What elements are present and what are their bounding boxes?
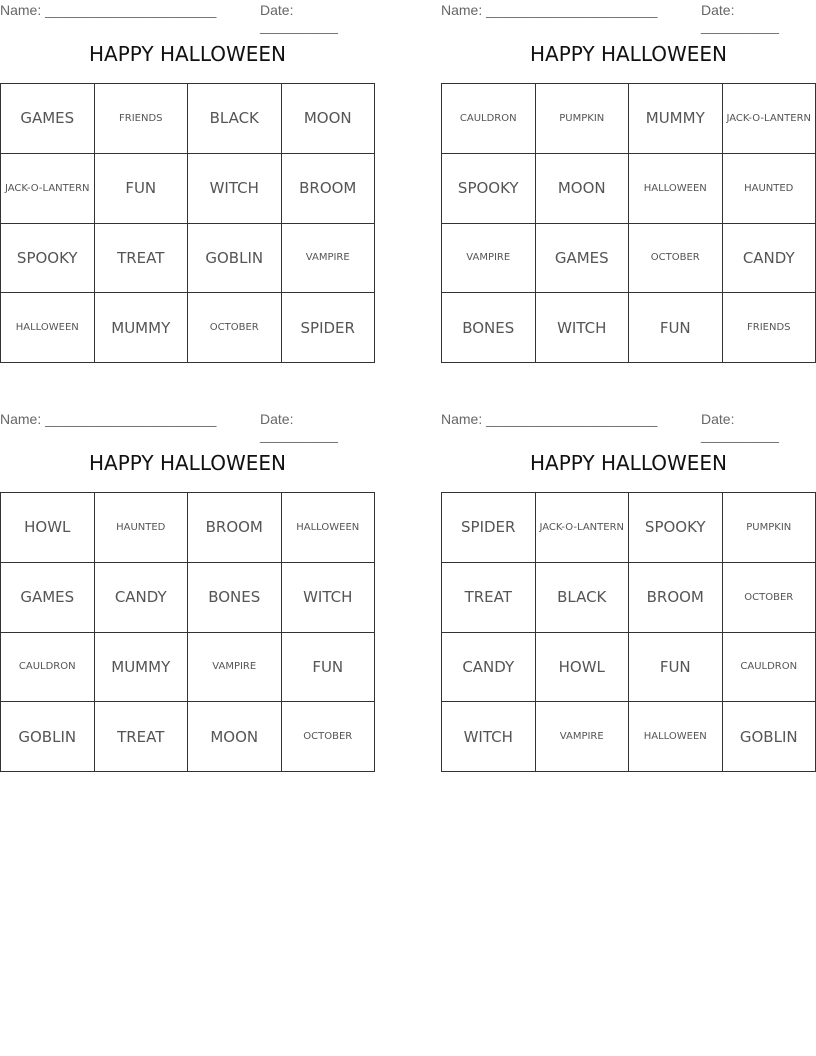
bingo-grid [0, 492, 375, 772]
bingo-cell: OCTOBER [188, 293, 282, 363]
bingo-cell: SPOOKY [442, 154, 536, 224]
bingo-cell: BROOM [629, 563, 723, 633]
bingo-cell: PUMPKIN [536, 84, 630, 154]
bingo-cell: BLACK [536, 563, 630, 633]
bingo-cell: GOBLIN [1, 702, 95, 772]
bingo-cell: HAUNTED [723, 154, 816, 224]
bingo-cell: FUN [95, 154, 189, 224]
bingo-cell: OCTOBER [723, 563, 816, 633]
bingo-cell: GOBLIN [188, 224, 282, 294]
bingo-cell: BONES [442, 293, 536, 363]
bingo-cell: JACK-O-LANTERN [723, 84, 816, 154]
bingo-cell: GOBLIN [723, 702, 816, 772]
bingo-cell: HOWL [1, 493, 95, 563]
bingo-grid [441, 492, 816, 772]
bingo-card [441, 409, 816, 789]
bingo-cell: SPOOKY [629, 493, 723, 563]
bingo-cell: MOON [188, 702, 282, 772]
bingo-cell: TREAT [442, 563, 536, 633]
bingo-cell: MUMMY [629, 84, 723, 154]
bingo-cell: BROOM [282, 154, 376, 224]
bingo-cell: SPIDER [282, 293, 376, 363]
bingo-cell: SPOOKY [1, 224, 95, 294]
bingo-cell: OCTOBER [629, 224, 723, 294]
name-field-label: Name: ______________________ [441, 2, 658, 18]
bingo-cell: BLACK [188, 84, 282, 154]
bingo-cell: CANDY [442, 633, 536, 703]
card-header [0, 409, 375, 443]
name-field-label: Name: ______________________ [0, 2, 217, 18]
bingo-cell: BONES [188, 563, 282, 633]
bingo-cell: HALLOWEEN [629, 702, 723, 772]
bingo-cell: MOON [282, 84, 376, 154]
bingo-cell: WITCH [188, 154, 282, 224]
bingo-grid [441, 83, 816, 363]
bingo-cell: MUMMY [95, 293, 189, 363]
bingo-cell: FUN [629, 293, 723, 363]
bingo-cell: FUN [629, 633, 723, 703]
bingo-cell: TREAT [95, 702, 189, 772]
bingo-cell: VAMPIRE [442, 224, 536, 294]
bingo-cell: PUMPKIN [723, 493, 816, 563]
bingo-cell: GAMES [1, 84, 95, 154]
card-title: HAPPY HALLOWEEN [88, 42, 287, 66]
bingo-cell: JACK-O-LANTERN [536, 493, 630, 563]
bingo-cell: HALLOWEEN [282, 493, 376, 563]
bingo-cell: CAULDRON [442, 84, 536, 154]
bingo-cell: FUN [282, 633, 376, 703]
bingo-cell: HAUNTED [95, 493, 189, 563]
name-field-label: Name: ______________________ [0, 411, 217, 427]
bingo-cell: JACK-O-LANTERN [1, 154, 95, 224]
name-field-label: Name: ______________________ [441, 411, 658, 427]
bingo-card [441, 0, 816, 380]
bingo-grid [0, 83, 375, 363]
card-header [0, 0, 375, 34]
bingo-cell: OCTOBER [282, 702, 376, 772]
bingo-cell: WITCH [536, 293, 630, 363]
bingo-card [0, 409, 375, 789]
card-header [441, 0, 816, 34]
bingo-cell: HALLOWEEN [629, 154, 723, 224]
bingo-cell: CAULDRON [723, 633, 816, 703]
bingo-cell: CANDY [95, 563, 189, 633]
bingo-cell: MOON [536, 154, 630, 224]
date-field-label: Date: __________ [260, 2, 338, 34]
bingo-cell: SPIDER [442, 493, 536, 563]
card-header [441, 409, 816, 443]
bingo-cell: FRIENDS [723, 293, 816, 363]
bingo-cell: CAULDRON [1, 633, 95, 703]
bingo-cell: WITCH [442, 702, 536, 772]
card-title: HAPPY HALLOWEEN [529, 451, 728, 475]
bingo-cell: WITCH [282, 563, 376, 633]
bingo-cell: GAMES [1, 563, 95, 633]
card-title: HAPPY HALLOWEEN [529, 42, 728, 66]
bingo-cell: HALLOWEEN [1, 293, 95, 363]
bingo-cell: HOWL [536, 633, 630, 703]
bingo-cell: TREAT [95, 224, 189, 294]
bingo-cell: VAMPIRE [536, 702, 630, 772]
bingo-card [0, 0, 375, 380]
date-field-label: Date: __________ [260, 411, 338, 443]
card-title: HAPPY HALLOWEEN [88, 451, 287, 475]
bingo-cell: VAMPIRE [282, 224, 376, 294]
bingo-cell: BROOM [188, 493, 282, 563]
bingo-cell: MUMMY [95, 633, 189, 703]
bingo-cell: VAMPIRE [188, 633, 282, 703]
bingo-cell: FRIENDS [95, 84, 189, 154]
bingo-cell: GAMES [536, 224, 630, 294]
bingo-cell: CANDY [723, 224, 816, 294]
date-field-label: Date: __________ [701, 411, 779, 443]
date-field-label: Date: __________ [701, 2, 779, 34]
